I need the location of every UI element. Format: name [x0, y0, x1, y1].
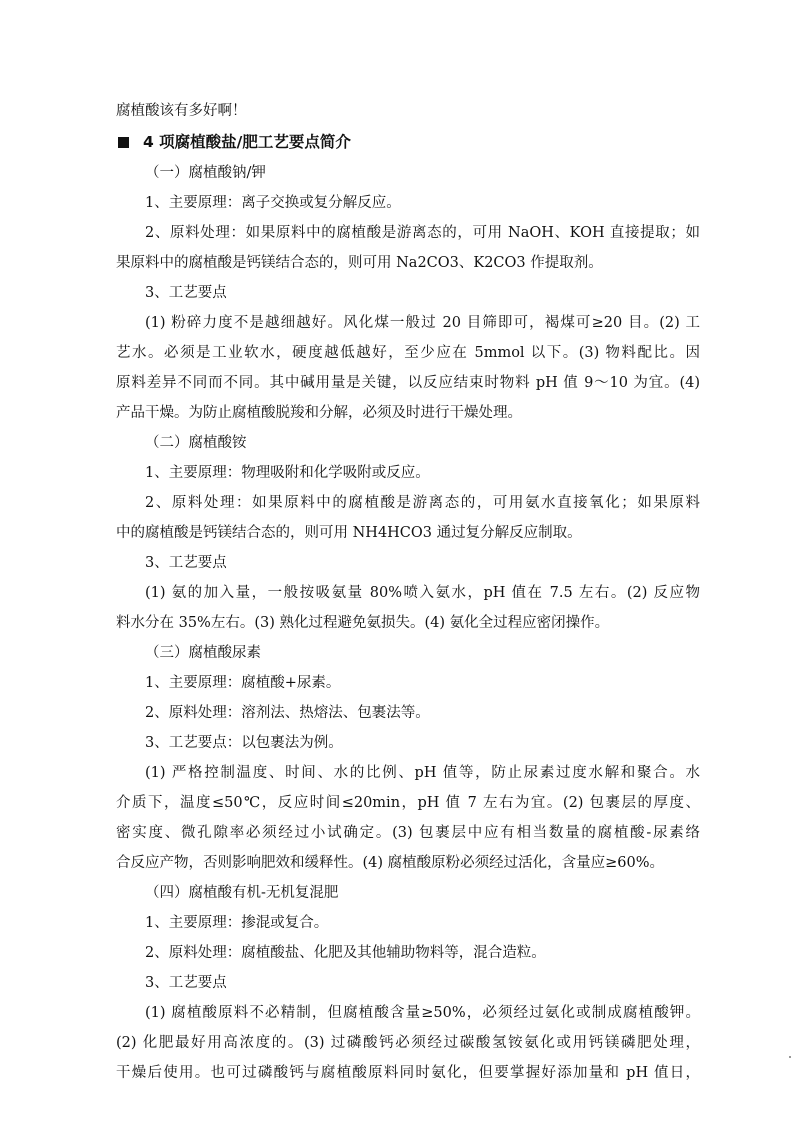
paragraph-line: 3、工艺要点：以包裹法为例。: [145, 735, 343, 751]
paragraph-line: 干燥后使用。也可过磷酸钙与腐植酸原料同时氨化，但要掌握好添加量和 pH 值日，: [116, 1065, 700, 1081]
square-bullet-icon: [118, 137, 129, 148]
paragraph-line: 果原料中的腐植酸是钙镁结合态的，则可用 Na2CO3、K2CO3 作提取剂。: [116, 255, 603, 271]
paragraph-line: 2、原料处理：如果原料中的腐植酸是游离态的，可用 NaOH、KOH 直接提取；如: [145, 225, 700, 241]
scan-dot: [789, 1056, 791, 1058]
subsection-title: （四）腐植酸有机-无机复混肥: [145, 885, 339, 901]
paragraph-line: 3、工艺要点: [145, 285, 227, 301]
paragraph-line: 产品干燥。为防止腐植酸脱羧和分解，必须及时进行干燥处理。: [116, 405, 522, 421]
paragraph-line: 合反应产物，否则影响肥效和缓释性。(4) 腐植酸原粉必须经过活化，含量应≥60%。: [116, 855, 665, 871]
paragraph-line: 艺水。必须是工业软水，硬度越低越好，至少应在 5mmol 以下。(3) 物料配比。因: [116, 345, 700, 361]
paragraph-line: 2、原料处理：溶剂法、热熔法、包裹法等。: [145, 705, 430, 721]
subsection-title: （一）腐植酸钠/钾: [145, 165, 266, 181]
paragraph-line: 1、主要原理：腐植酸+尿素。: [145, 675, 341, 691]
paragraph-line: 料水分在 35%左右。(3) 熟化过程避免氨损失。(4) 氨化全过程应密闭操作。: [116, 615, 610, 631]
section-heading: [116, 126, 700, 158]
section-heading-text: 4 项腐植酸盐/肥工艺要点简介: [143, 133, 351, 151]
paragraph-line: 1、主要原理：离子交换或复分解反应。: [145, 195, 401, 211]
paragraph-line: 中的腐植酸是钙镁结合态的，则可用 NH4HCO3 通过复分解反应制取。: [116, 525, 582, 541]
subsection-title: （二）腐植酸铵: [145, 435, 247, 451]
document-page: [116, 96, 700, 1088]
paragraph-line: 1、主要原理：物理吸附和化学吸附或反应。: [145, 465, 430, 481]
intro-line: 腐植酸该有多好啊！: [116, 103, 247, 119]
paragraph-line: 1、主要原理：掺混或复合。: [145, 915, 329, 931]
paragraph-line: 3、工艺要点: [145, 555, 227, 571]
paragraph-line: 2、原料处理：如果原料中的腐植酸是游离态的，可用氨水直接氧化；如果原料: [145, 495, 700, 511]
paragraph-line: 介质下，温度≤50℃，反应时间≤20min，pH 值 7 左右为宜。(2) 包裹层的厚度、: [116, 795, 700, 811]
paragraph-line: 密实度、微孔隙率必须经过小试确定。(3) 包裹层中应有相当数量的腐植酸-尿素络: [116, 825, 700, 841]
paragraph-line: (1) 氨的加入量，一般按吸氨量 80%喷入氨水，pH 值在 7.5 左右。(2) 反应物: [145, 585, 700, 601]
paragraph-line: (1) 严格控制温度、时间、水的比例、pH 值等，防止尿素过度水解和聚合。水: [145, 765, 700, 781]
paragraph-line: (1) 腐植酸原料不必精制，但腐植酸含量≥50%，必须经过氨化或制成腐植酸钾。: [145, 1005, 700, 1021]
paragraph-line: 2、原料处理：腐植酸盐、化肥及其他辅助物料等，混合造粒。: [145, 945, 546, 961]
paragraph-line: 原料差异不同而不同。其中碱用量是关键，以反应结束时物料 pH 值 9～10 为宜。(4): [116, 375, 700, 391]
subsection-title: （三）腐植酸尿素: [145, 645, 261, 661]
paragraph-line: (1) 粉碎力度不是越细越好。风化煤一般过 20 目筛即可，褐煤可≥20 目。(2) 工: [145, 315, 700, 331]
paragraph-line: (2) 化肥最好用高浓度的。(3) 过磷酸钙必须经过碳酸氢铵氨化或用钙镁磷肥处理，: [116, 1035, 700, 1051]
paragraph-line: 3、工艺要点: [145, 975, 227, 991]
